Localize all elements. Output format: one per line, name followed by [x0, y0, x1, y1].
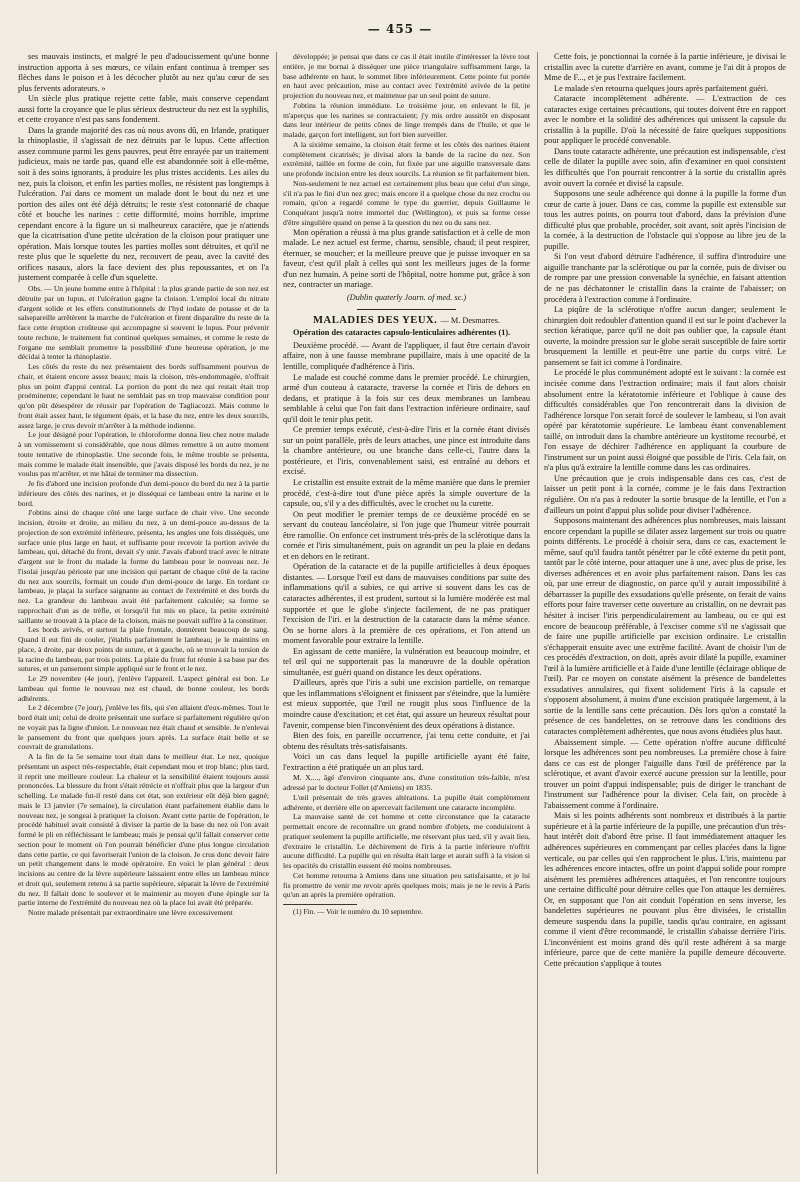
paragraph: ses mauvais instincts, et malgré le peu d'adoucissement qu'une bonne instruction apporta à ses mœurs, ce vilain enfant continua à tremper ses flèches dans le poison et à les décocher plutôt au nez qu'au cœur de ses plus fervents adorateurs. » [18, 52, 269, 93]
paragraph: Le procédé le plus communément adopté est le suivant : la cornée est incisée comme dans l'extraction ordinaire; mais il faut alors choisir absolument entre la kératotomie inférieure et l'oblique à cause des difficultés considérables que l'on rencontrerait dans la division de l'adhérence lorsque l'on serait forcé de soulever le lambeau, si l'on avait opéré par kératotomie supérieure. Le lambeau étant convenablement taillé, on introduit dans la chambre antérieure un kystitome recourbé, et l'on essaye de déchirer l'adhérence en appliquant la courbure de l'instrument sur un point aussi éloigné que possible de l'iris. Cela fait, on n'a plus qu'à extraire la lentille comme dans les cas ordinaires. [544, 368, 786, 473]
page-number: — 455 — [367, 22, 433, 36]
column-3 [544, 52, 786, 1176]
paragraph: Dans la grande majorité des cas où nous avons dû, en Irlande, pratiquer la rhinoplastie, il s'agissait de nez détruits par le lupus. Cette affection assez commune parmi les gens pauvres, peut être enrayée par un traitement judicieux, mais ne tarde pas, quand elle est abandonnée soit à elle-même, soit à des soins ignorants, à produire les plus tristes accidents. Les ailes du nez, puis la cloison, et enfin les parties molles, ne résistent pas longtemps à l'ulcération. J'ai dans ce moment un malade dont le bout du nez et une portion des ailes ont été déjà détruits; le reste s'est cotonnarié de chaque côté et bouche les narines : cette difformité, moins horrible, imprime cependant encore à la figure un si malheureux caractère, que je n'attends que la cicatrisation d'une petite ulcération de la cloison pour pratiquer une opération. Mais lorsque toutes les parties molles sont détruites, et qu'il ne reste plus que le squelette du nez, recouvert de peau, avec la cavité des orifices nasaux, alors la face devient des plus repoussantes, et on l'a justement comparée à celle d'un squelette. [18, 125, 269, 283]
paragraph: Cet homme retourna à Amiens dans une situation peu satisfaisante, et je lui fis promettre de venir me revoir après quelques mois; mais je ne le revis à Paris qu'un an après la première opération. [283, 870, 530, 900]
paragraph: Mais si les points adhérents sont nombreux et distribués à la partie supérieure et à la partie inférieure de la pupille, une précaution d'un très-haut intérêt doit d'abord être prise. Il faut immédiatement attaquer les adhérences supérieures en commençant par celles placées dans la ligne verticale, ou par celles qui s'en rapprochent le plus. L'iris, maintenu par les adhérences encore intactes, offre un point d'appui solide pour rompre aisément les premières adhérences attaquées, et l'on rencontre toujours une certaine difficulté pour détruire celles que l'on attaque les dernières. Or, en supposant que l'on ait conduit l'opération en sens inverse, les bandelettes supérieures ne pouvant plus être divisées, le cristallin demeure suspendu dans la pupille, tandis qu'au contraire, en agissant comme il vient d'être recommandé, le cristallin s'abaisse derrière l'iris. L'inconvénient est moins grand dès qu'il reste adhérent à sa marge inférieure, parce que de cette manière la pupille demeure découverte. Cette précaution s'applique à toutes [544, 811, 786, 969]
paragraph: A la sixième semaine, la cloison était ferme et les côtés des narines étaient complètement cicatrisés; je divisai alors la bande de la racine du nez. Son extrémité, taillée en forme de coin, fut fixée par une aiguille transversale dans une profonde incision entre les deux sourcils. La réunion se fit parfaitement bien. [283, 139, 530, 178]
paragraph: Cataracte incomplètement adhérente. — L'extraction de ces cataractes exige certaines précautions, qui toutes doivent être en rapport avec le nombre et la solidité des adhérences qui unissent la capsule du cristallin à la pupille. D'où la nécessité de faire quelques suppositions pour appliquer le procédé convenable. [544, 94, 786, 146]
paragraph: Non-seulement le nez actuel est certainement plus beau que celui d'un singe, s'il n'a pas le fini d'un nez grec; mais encore il a quelque chose du nez crochu ou romain, qu'on a regardé comme le type du guerrier, depuis Guillaume le Conquérant jusqu'à notre immortel duc (Wellington), et puis sa forme cesse d'être singulière quand on pense à la question du nez ou du sans nez. [283, 178, 530, 227]
paragraph: développée; je pensai que dans ce cas il était inutile d'intéresser la lèvre tout entière, je me bornai à disséquer une pièce triangulaire suffisamment large, la base adhérente en haut, le sommet libre inférieurement. Cette pointe fut portée en haut avec précaution, mise au contact avec l'extrémité avivée de la petite projection du nouveau nez, et maintenue par un seul point de suture. [283, 52, 530, 100]
footnote-rule [283, 904, 357, 905]
paragraph: Cette fois, je ponctionnai la cornée à la partie inférieure, je divisai le cristallin avec la curette d'arrière en avant, comme je l'ai dit à propos de Mme de F..., et je pus l'extraire facilement. [544, 52, 786, 83]
paragraph: D'ailleurs, après que l'iris a subi une excision partielle, on remarque que les inflammations s'éloignent et finissent par s'éteindre, que la lumière est mieux supportée, que l'œil ne rougit plus sous l'influence de la moindre cause d'excitation; et cet état, qui assure un heureux résultat pour l'avenir, compense bien l'inconvénient des deux opérations à distance. [283, 678, 530, 730]
paragraph: M. X...., âgé d'environ cinquante ans, d'une constitution très-faible, m'est adressé par le docteur Follet (d'Amiens) en 1835. [283, 773, 530, 793]
paragraph: Une précaution que je crois indispensable dans ces cas, c'est de laisser un petit pont à la cornée, comme je le fais dans l'extraction régulière. On n'a pas à redouter la sortie brusque de la lentille, et l'on a d'ailleurs un point d'appui plus solide pour diviser l'adhérence. [544, 473, 786, 515]
section-title: MALADIES DES YEUX. [313, 315, 438, 327]
paragraph: Le malade est couché comme dans le premier procédé. Le chirurgien, armé d'un couteau à cataracte, traverse la cornée et l'iris de dehors en dedans, et pratique à la fois sur ces deux membranes un lambeau semblable à celui que l'on fait dans l'extraction inférieure ordinaire, sauf qu'il doit le tenir plus petit. [283, 372, 530, 424]
paragraph: On peut modifier le premier temps de ce deuxième procédé en se servant du couteau lancéolaire, si l'on juge que l'humeur vitrée pourrait être ramollie. On enfonce cet instrument très-près de la sclérotique dans la cornée et l'iris simultanément, puis on agrandit un peu la plaie en dedans et en dehors en le retirant. [283, 509, 530, 561]
paragraph: Un siècle plus pratique rejette cette fable, mais conserve cependant aussi forte la croyance que le plus sérieux destructeur du nez est la syphilis, et cette croyance n'est pas sans fondement. [18, 94, 269, 125]
paragraph: Le cristallin est ensuite extrait de la même manière que dans le premier procédé, c'est-à-dire tout d'une pièce après la simple ouverture de la capsule, ou, s'il y a des difficultés, avec le crochet ou la curette. [283, 477, 530, 509]
paragraph: Mon opération a réussi à ma plus grande satisfaction et à celle de mon malade. Le nez actuel est ferme, charnu, sensible, chaud; il peut respirer, éternuer, se moucher; et la meilleure preuve que je puisse invoquer en sa faveur, c'est qu'il plaît à celles qui sont les meilleurs juges de la forme d'un nez humain. A peine sorti de l'hôpital, notre homme put, grâce à son nez, contracter un mariage. [283, 227, 530, 290]
section-separator [357, 309, 456, 310]
paragraph: J'obtins la réunion immédiate. Le troisième jour, en enlevant le fil, je m'aperçus que les narines se contractaient; j'y mis ordre aussitôt en disposant dans leur intérieur de petits cônes de linge trempés dans de l'huile, et que le malade, garçon fort intelligent, sut fort bien surveiller. [283, 100, 530, 139]
paragraph: Abaissement simple. — Cette opération n'offre aucune difficulté lorsque les adhérences sont peu nombreuses. La première chose à faire dans ce cas est de plonger l'aiguille dans l'œil de préférence par la sclérotique, et avant d'avoir exercé aucune pression sur la lentille, pour trouver un point d'appui indispensable; puis de diriger le tranchant de l'instrument sur l'adhérence pour la diviser. Cela fait, on procède à l'abaissement comme à l'ordinaire. [544, 737, 786, 810]
observation-paragraph: Le 29 novembre (4e jour), j'enlève l'appareil. L'aspect général est bon. Le lambeau qui forme le nouveau nez est chaud, de bonne couleur, les bords adhérents. [18, 674, 269, 703]
observation-paragraph: Je fis d'abord une incision profonde d'un demi-pouce du bord du nez à la partie inférieure des côtés des narines, et je disséquai ce lambeau entre la narine et le bord. [18, 479, 269, 508]
section-author: — M. Desmarres. [440, 316, 500, 326]
paragraph: Opération de la cataracte et de la pupille artificielles à deux époques distantes. — Lorsque l'œil est dans de mauvaises conditions par suite des inflammations qu'il a subies, ce qui arrive si souvent dans les cas de cataractes adhérentes, il est prudent, surtout si la lumière modérée est mal supportée et que le globe s'injecte facilement, de ne pas pratiquer l'excision de l'iri. et la destruction de la cataracte dans la même séance. On se borne alors à la première de ces opérations, et l'on attend un moment favorable pour extraire la lentille. [283, 562, 530, 646]
observation-paragraph: Les côtés du reste du nez présentaient des bords suffisamment pourvus de chair, et étaient encore assez beaux; mais la cloison, très-endommagée, n'offrait plus un point d'appui central. La portion du pont du nez qui restait était trop proéminente; cependant le haut ne semblait pas en trop mauvaise condition pour qu'on pût désespérer de réussir par l'opération de Tagliacozzi. Mais comme le front était assez haut, le tégument épais, et la base du nez, entre les deux sourcils, assez large, je crus devoir m'arrêter à la méthode indienne. [18, 362, 269, 430]
section-heading [283, 314, 530, 328]
observation-paragraph: Obs. — Un jeune homme entre à l'hôpital : la plus grande partie de son nez est détruite par un lupus, et l'ulcération gagne la cloison. L'emploi local du nitrate d'argent solide et les effets constitutionnels de l'hyd iodate de potasse et de la salsepareille arrêtèrent la marche de l'ulcération et firent disparaître du reste de la face cette éruption croûteuse qui accompagne si souvent le lupus. Pour prévenir toute rechute, le traitement fut continué quelques semaines, et comme le reste de l'organe me semblait promettre la possibilité d'une heureuse opération, je me décidai à tenter la rhinoplastie. [18, 284, 269, 362]
paragraph: Supposons maintenant des adhérences plus nombreuses, mais laissant encore cependant la pupille se dilater assez largement sur trois ou quatre points différents. Le procédé à choisir sera, dans ce cas, exactement le même, sauf qu'il faudra tantôt pénétrer par le côté externe du petit pont, tantôt par le côté interne, pour attaquer une à une, avec plus de prise, les diverses adhérences et en avoir plus parfaitement raison. Dans les cas où, par une erreur de diagnostic, on parce qu'il y aurait impossibilité à débarrasser la pupille des exsudations qu'elle présente, on ferait de vains efforts pour faire traverser cette ouverture au cristallin, on ne devrait pas hésiter à inciser l'iris perpendiculairement au lambeau, ou ce qui est encore de beaucoup préférable, à l'exciser comme s'il ne s'agissait que de faire une pupille artificielle par excision ordinaire. Le cristallin s'échapperait ensuite avec une extrême facilité. Avant de choisir l'un de ces procédés d'extraction, on doit, après avoir dilaté la pupille, examiner l'œil à la lumière artificielle et à l'aide d'une lentille (éclairage oblique de l'œil). Par ce moyen on constate aisément la présence de bandelettes exsudatives annulaires, qui fixent solidement l'iris à la capsule et s'opposent absolument, à moins d'une excision pratiquée largement, à la sortie de la lentille sans cette précaution. Dès lors qu'on a constaté la présence de ces bandelettes, on se retrouve dans les conditions des cataractes complètement adhérentes, que nous avons étudiées plus haut. [544, 516, 786, 736]
column-divider [276, 52, 277, 1174]
article-title: Opération des cataractes capsulo-lenticulaires adhérentes (1). [293, 328, 511, 338]
paragraph: Si l'on veut d'abord détruire l'adhérence, il suffira d'introduire une aiguille tranchante par la sclérotique ou par la cornée, puis de diviser ou de rompre par une pression convenable la synéchie, en faisant attention de ne pas déchatonner le cristallin dans la crainte de l'abaisser; on procédera à l'extraction comme à l'ordinaire. [544, 252, 786, 304]
source-citation: (Dublin quaterly Journ. of med. sc.) [346, 292, 467, 302]
paragraph: Bien des fois, en pareille occurrence, j'ai tenu cette conduite, et j'ai obtenu des résultats très-satisfaisants. [283, 731, 530, 751]
paragraph: L'œil présentait de très graves altérations. La pupille était complètement adhérente, et derrière elle on apercevait facilement une cataracte incomplète. [283, 792, 530, 812]
paragraph: Deuxième procédé. — Avant de l'appliquer, il faut être certain d'avoir affaire, non à une fausse membrane pupillaire, mais à une opacité de la lentille, compliquée d'adhérence à l'iris. [283, 340, 530, 371]
paragraph: La mauvaise santé de cet homme et cette circonstance que la cataracte permettait encore de reconnaître un grand nombre d'objets, me conduisirent à pratiquer seulement la pupille artificielle, me réservant plus tard, s'il y avait lieu, d'extraire le cristallin. Le déchirement de l'iris à la partie inférieure n'offrit aucune difficulté. La pupille qui en résulta était large et aurait suffi à la vision si les opacités du cristallin eussent été moins nombreuses. [283, 812, 530, 871]
observation-paragraph: A la fin de la 5e semaine tout était dans le meilleur état. Le nez, quoique présentant un aspect très-respectable, était cependant mou et trop blanc; plus tard, il reprit une meilleure couleur. La chaleur et la sensibilité étaient toujours aussi prononcées. La blessure du front s'était rétrécie et n'offrait plus que la largeur d'un schelling. Le malade fut-il resté dans cet état, son extérieur eût déjà bien gagné; mais le 13 janvier (7e semaine), la circulation étant parfaitement établie dans le nouveau nez, je songeai à pratiquer la cloison. Avant cette partie de l'opération, le procédé habituel avait consisté à diviser la partie de la base du nez où l'on avait formé le pli en réfléchissant le lambeau; mais je pensai qu'il fallait conserver cette section pour le moment où l'on pourrait bénéficier d'une plus longue circulation dans cette partie, ce qui favoriserait l'union de la cloison. Je crus donc devoir faire un petit changement dans le mode opératoire. En voici le plan général : deux incisions au centre de la lèvre supérieure laissaient entre elles un lambeau mince et droit qui, seulement retenu à sa partie supérieure, séparait la lèvre de l'extrémité du nez. Il fallait donc le soulever et le maintenir au moyen d'une épingle sur la partie interne de l'extrémité du nouveau nez où la place lui avait été préparée. [18, 752, 269, 908]
observation-paragraph: Notre malade présentait par extraordinaire une lèvre excessivement [28, 908, 233, 918]
observation-paragraph: Le 2 décembre (7e jour), j'enlève les fils, qui s'en allaient d'eux-mêmes. Tout le bord était uni; celui de droite présentait une surface si parfaitement régulière qu'on ne voyait pas la ligne d'union. Le nouveau nez était chaud et sensible. Je n'enlevai le pansement du front que quelques jours après. La surface était belle et se couvrait de granulations. [18, 703, 269, 752]
observation-paragraph: Les bords avivés, et surtout la plaie frontale, donnèrent beaucoup de sang. Quand il eut fini de couler, j'établis parfaitement le lambeau; je le maintins en place, à droite, par deux points de suture, et à gauche, où se trouvait la torsion de la racine du lambeau, par trois points. La plaie du front fut réunie à sa base par des sutures, et un pansement simple appliqué sur le front et le nez. [18, 625, 269, 674]
observation-paragraph: Le jour désigné pour l'opération, le chloroforme donna lieu chez notre malade à un vomissement si considérable, que nous dûmes remettre à un autre moment toute tentative de rhinoplastie. Une seconde fois, le même trouble se présenta, mais comme le malade était insensible, que j'avais disposé les bords du nez, je ne voulus pas m'arrêter, et me hâtai de terminer ma dissection. [18, 430, 269, 479]
column-divider [537, 52, 538, 1174]
column-1 [18, 52, 269, 1176]
footnote: (1) Fin. — Voir le numéro du 10 septembre. [293, 907, 423, 917]
paragraph: Dans toute cataracte adhérente, une précaution est indispensable, c'est celle de dilater la pupille avec soin, afin d'examiner en quoi consistent les difficultés que l'on pourrait rencontrer à la sortie du cristallin après avoir ouvert la cornée et divisé la capsule. [544, 146, 786, 188]
paragraph: En agissant de cette manière, la vulnération est beaucoup moindre, et tel œil qui ne supporterait pas la manœuvre de la double opération simultanée, est guéri quand on distance les deux opérations. [283, 646, 530, 677]
paragraph: Ce premier temps exécuté, c'est-à-dire l'iris et la cornée étant divisés sur un point parallèle, près de leurs attaches, une pince est introduite dans la chambre antérieure, ou une branche dans celle-ci, l'autre dans la postérieure, et l'iris, convenablement saisi, est entraîné au dehors et excisé. [283, 425, 530, 477]
paragraph: La piqûre de la sclérotique n'offre aucun danger; seulement le chirurgien doit redoubler d'attention quand il est sur le point d'achever la section kératique, parce qu'il ne doit pas oublier que, la capsule étant ouverte, la moindre pression sur le globe serait susceptible de faire sortir brusquement la lentille et peut-être une partie du corps vitré. Le pansement se fait ici comme à l'ordinaire. [544, 305, 786, 367]
column-2 [283, 52, 530, 1176]
observation-paragraph: J'obtins ainsi de chaque côté une large surface de chair vive. Une seconde incision, étroite et droite, au milieu du nez, à un demi-pouce au-dessus de la projection de son extrémité inférieure, présenta, les angles une fois disséqués, une surface unie plus large en haut, et suffisante pour recevoir la portion avivée du lambeau, qui, détaché du front, devait s'y unir. J'avais d'abord tracé avec le nitrate d'argent sur le front du malade la forme du lambeau pour le nouveau nez. Je l'isolai jusqu'au périoste par une incision qui partant de chaque côté de la racine du nez aux sourcils, formait un coude d'un demi-pouce de large. En tordant ce lambeau, je plaçai la surface saignante au contact de l'extrémité et des bords du nez. La grandeur du lambeau avait été parfaitement calculée; sa forme se rapprochait d'un as de trèfle, et lorsqu'il fut mis en place, la petite extrémité saillante se trouvait à la place de la cloison, mais ne pouvait suffire à la constituer. [18, 508, 269, 625]
paragraph: Voici un cas dans lequel la pupille artificielle ayant été faite, l'extraction a été pratiquée un an plus tard. [283, 752, 530, 772]
paragraph: Le malade s'en retourna quelques jours après parfaitement guéri. [554, 83, 769, 93]
paragraph: Supposons une seule adhérence qui donne à la pupille la forme d'un cœur de carte à jouer. Dans ce cas, comme la pupille est extensible sur tous les autres points, on pourra tout d'abord, dans la prévision d'une difficulté plus que probable, procéder, soit avant, soit après l'incision de la cornée, à la destruction de l'obstacle qui s'oppose au libre jeu de la pupille. [544, 189, 786, 251]
